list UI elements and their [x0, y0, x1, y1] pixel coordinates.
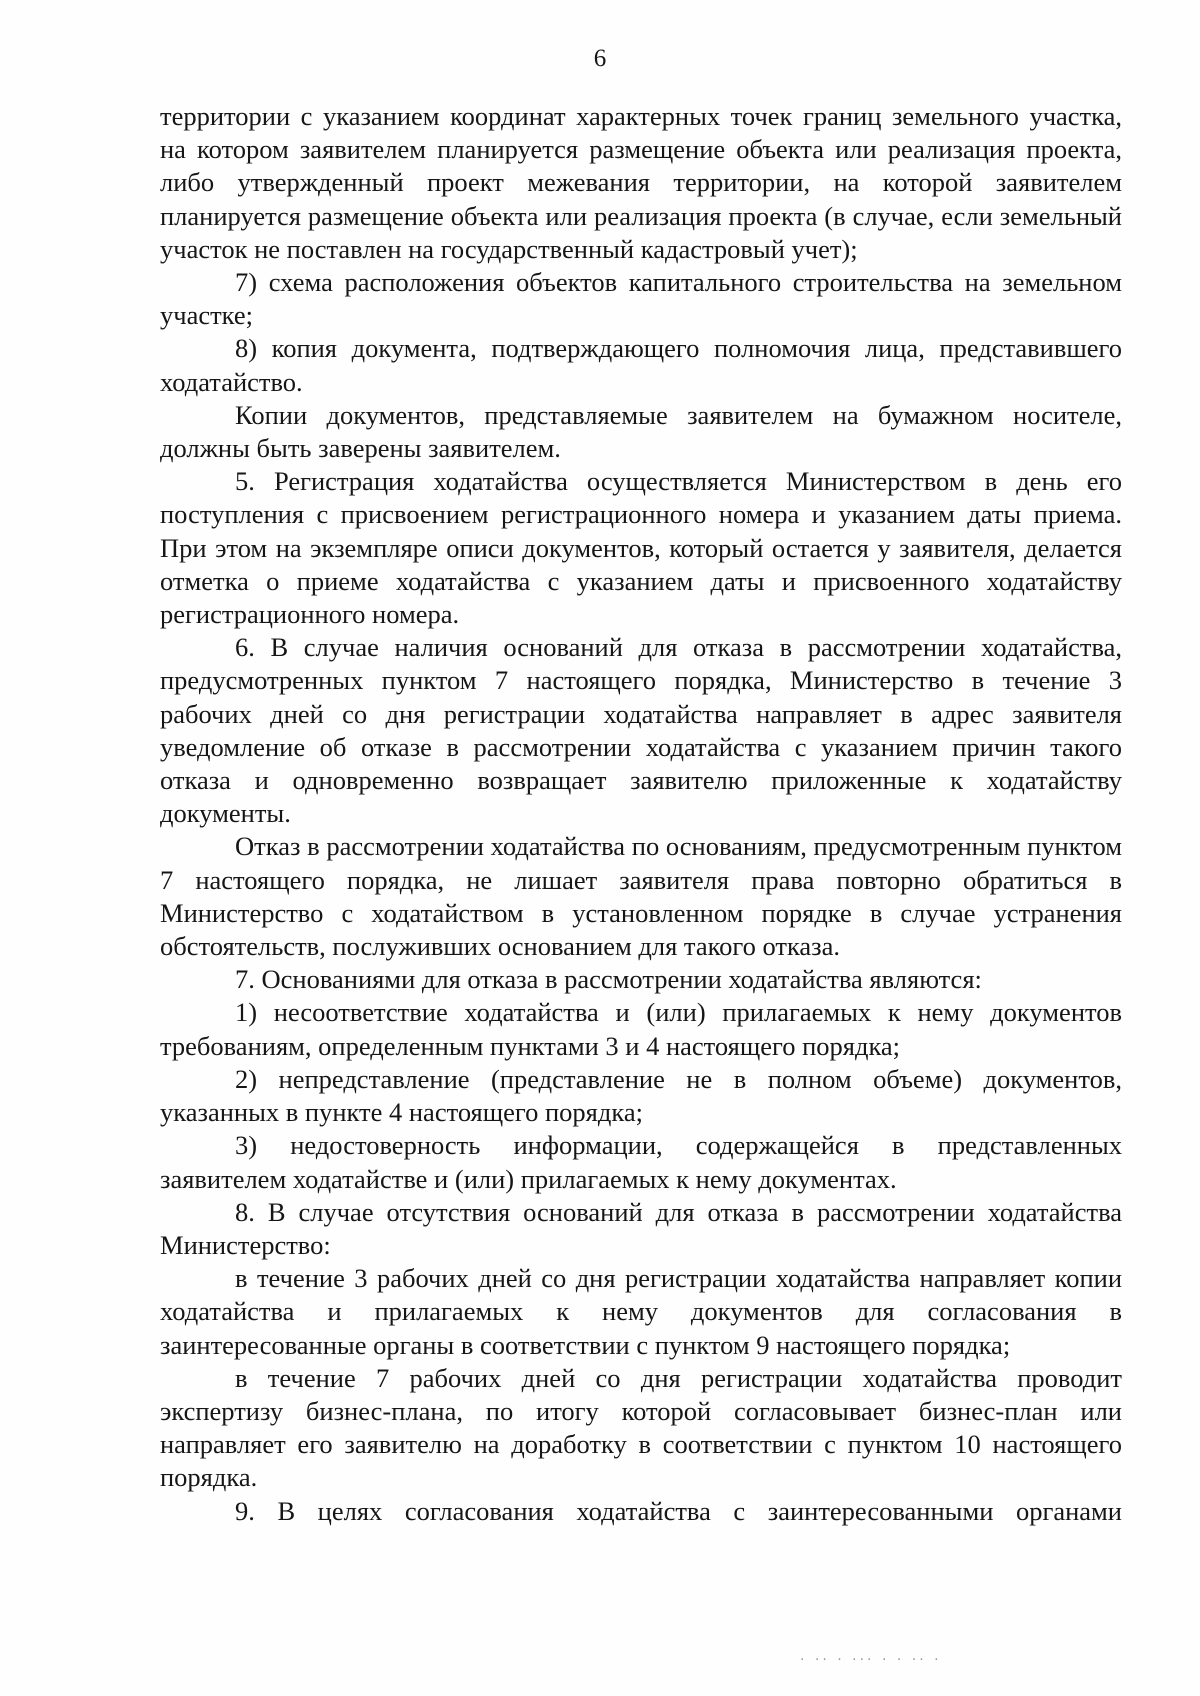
- paragraph-section-8-action-2: в течение 7 рабочих дней со дня регистрации ходатайства проводит экспертизу бизнес-плана, по итогу которой согласовывает бизнес-план или направляет его заявителю на доработку в соответствии с пунктом 10 настоящего порядка.: [160, 1362, 1122, 1493]
- paragraph-section-8-action-1: в течение 3 рабочих дней со дня регистрации ходатайства направляет копии ходатайства и прилагаемых к нему документов для согласования в заинтересованные органы в соответствии с пунктом 9 настоящего порядка;: [160, 1263, 1122, 1360]
- paragraph-continuation: территории с указанием координат характерных точек границ земельного участка, на котором заявителем планируется размещение объекта или реализация проекта, либо утвержденный проект межевания территории, на которой заявителем планируется размещение объекта или реализация проекта (в случае, если земельный участок не поставлен на государственный кадастровый учет);: [160, 101, 1122, 264]
- paragraph-section-8: 8. В случае отсутствия оснований для отказа в рассмотрении ходатайства Министерство:: [160, 1196, 1122, 1260]
- paragraph-section-6: 6. В случае наличия оснований для отказа в рассмотрении ходатайства, предусмотренных пунктом 7 настоящего порядка, Министерство в течение 3 рабочих дней со дня регистрации ходатайства направляет в адрес заявителя уведомление об отказе в рассмотрении ходатайства с указанием причин такого отказа и одновременно возвращает заявителю приложенные к ходатайству документы.: [160, 632, 1122, 829]
- paragraph-section-5: 5. Регистрация ходатайства осуществляется Министерством в день его поступления с присвоением регистрационного номера и указанием даты приема. При этом на экземпляре описи документов, который остается у заявителя, делается отметка о приеме ходатайства с указанием даты и присвоенного ходатайству регистрационного номера.: [160, 466, 1122, 630]
- paragraph-section-9: 9. В целях согласования ходатайства с заинтересованными органами: [235, 1495, 1122, 1526]
- paragraph-item-8: 8) копия документа, подтверждающего полномочия лица, представившего ходатайство.: [160, 333, 1122, 397]
- scan-artifact: · ·· · ··· · · ·· ·: [800, 1652, 942, 1668]
- paragraph-copies-note: Копии документов, представляемые заявителем на бумажном носителе, должны быть заверены заявителем.: [160, 399, 1122, 464]
- paragraph-section-7: 7. Основаниями для отказа в рассмотрении ходатайства являются:: [235, 964, 982, 995]
- paragraph-item-7: 7) схема расположения объектов капитального строительства на земельном участке;: [160, 267, 1122, 331]
- page-number: 6: [593, 45, 607, 72]
- document-body: [160, 100, 1122, 1528]
- paragraph-ground-3: 3) недостоверность информации, содержащейся в представленных заявителем ходатайстве и (или) прилагаемых к нему документах.: [160, 1130, 1122, 1194]
- paragraph-ground-1: 1) несоответствие ходатайства и (или) прилагаемых к нему документов требованиям, определенным пунктами 3 и 4 настоящего порядка;: [160, 997, 1122, 1061]
- paragraph-ground-2: 2) непредставление (представление не в полном объеме) документов, указанных в пункте 4 настоящего порядка;: [160, 1063, 1122, 1128]
- paragraph-refusal-note: Отказ в рассмотрении ходатайства по основаниям, предусмотренным пунктом 7 настоящего порядка, не лишает заявителя права повторно обратиться в Министерство с ходатайством в установленном порядке в случае устранения обстоятельств, послуживших основанием для такого отказа.: [160, 831, 1122, 962]
